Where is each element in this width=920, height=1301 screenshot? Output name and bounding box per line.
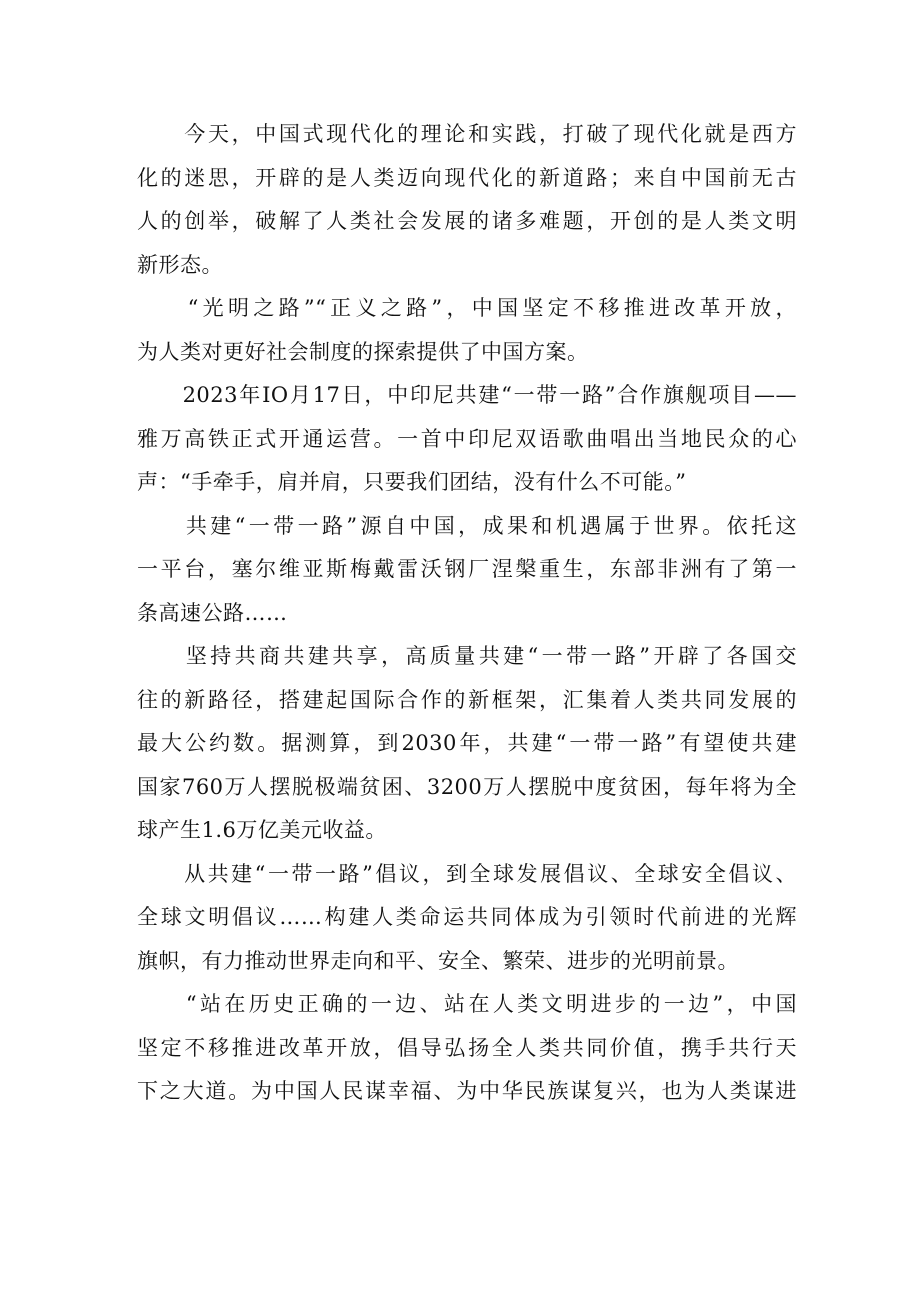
text-line: 往的新路径，搭建起国际合作的新框架，汇集着人类共同发展的: [137, 687, 797, 712]
text-line: 旗帜，有力推动世界走向和平、安全、繁荣、进步的光明前景。: [137, 948, 739, 973]
text-line: 共建“一带一路”源自中国，成果和机遇属于世界。依托这: [137, 513, 797, 538]
text-line: 今天，中国式现代化的理论和实践，打破了现代化就是西方: [137, 122, 797, 146]
text-line: 从共建“一带一路”倡议，到全球发展倡议、全球安全倡议、: [137, 861, 797, 886]
text-line: 人的创举，破解了人类社会发展的诸多难题，开创的是人类文明: [137, 209, 797, 233]
text-line: 最大公约数。据测算，到2030年，共建“一带一路”有望使共建: [137, 731, 797, 755]
text-line: 全球文明倡议……构建人类命运共同体成为引领时代前进的光辉: [137, 905, 797, 929]
text-line: 2023年IO月17日，中印尼共建“一带一路”合作旗舰项目——: [137, 383, 797, 407]
text-line: 一平台，塞尔维亚斯梅戴雷沃钢厂涅槃重生，东部非洲有了第一: [137, 557, 797, 581]
text-line: 声：“手牵手，肩并肩，只要我们团结，没有什么不可能。”: [137, 470, 687, 494]
text-line: 条高速公路……: [137, 600, 288, 625]
paragraph-2: [137, 287, 797, 374]
paragraph-4: [137, 505, 797, 636]
text-line: 坚定不移推进改革开放，倡导弘扬全人类共同价值，携手共行天: [137, 1035, 797, 1060]
paragraph-6: [137, 853, 797, 984]
paragraph-7: [137, 983, 797, 1114]
text-line: 下之大道。为中国人民谋幸福、为中华民族谋复兴，也为人类谋进: [137, 1079, 797, 1103]
text-line: 雅万高铁正式开通运营。一首中印尼双语歌曲唱出当地民众的心: [137, 426, 797, 451]
text-line: “光明之路”“正义之路”，中国坚定不移推进改革开放，: [137, 296, 797, 320]
paragraph-3: [137, 374, 797, 505]
text-line: 国家760万人摆脱极端贫困、3200万人摆脱中度贫困，每年将为全: [137, 774, 797, 799]
text-line: “站在历史正确的一边、站在人类文明进步的一边”，中国: [137, 992, 797, 1016]
article-body: [137, 113, 797, 1114]
text-line: 为人类对更好社会制度的探索提供了中国方案。: [137, 339, 589, 364]
paragraph-1: [137, 113, 797, 287]
text-line: 坚持共商共建共享，高质量共建“一带一路”开辟了各国交: [137, 644, 797, 668]
text-line: 新形态。: [137, 252, 223, 277]
text-line: 化的迷思，开辟的是人类迈向现代化的新道路；来自中国前无古: [137, 165, 797, 190]
text-line: 球产生1.6万亿美元收益。: [137, 818, 387, 842]
paragraph-5: [137, 635, 797, 853]
